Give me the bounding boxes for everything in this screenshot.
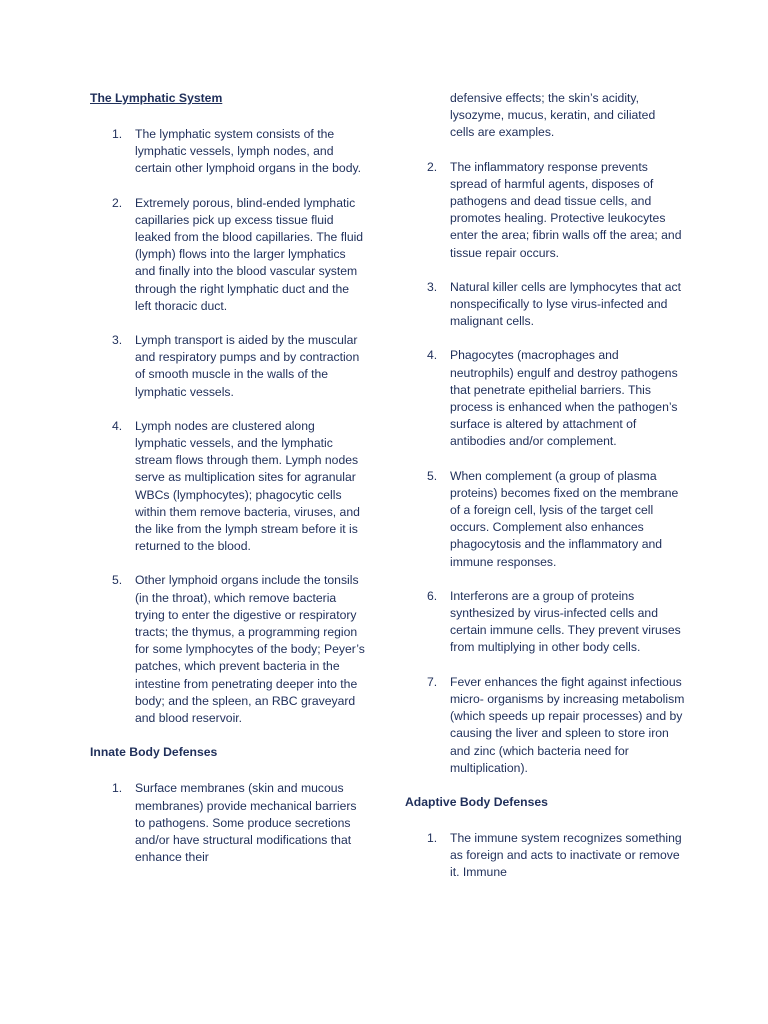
section-heading-innate-defenses: Innate Body Defenses bbox=[90, 745, 218, 760]
list-text: Other lymphoid organs include the tonsils (in the throat), which remove bacteria trying to enter the digestive or respiratory tracts; the thymus, a programming region for some lymphocytes of the body; Peyer’s patches, which prevent bacteria in the intestine from penetrating deeper into the body; and the spleen, an RBC graveyard and blood reservoir. bbox=[135, 573, 365, 726]
list-item bbox=[405, 674, 685, 777]
list-text: Lymph nodes are clustered along lymphatic vessels, and the lymphatic stream flows through them. Lymph nodes serve as multiplication sites for agranular WBCs (lymphocytes); phagocytic cells within them remove bacteria, viruses, and the like from the lymph stream before it is returned to the blood. bbox=[135, 418, 360, 554]
list-number: 5. bbox=[427, 468, 438, 483]
list-item bbox=[90, 195, 365, 315]
list-text: When complement (a group of plasma proteins) becomes fixed on the membrane of a foreign cell, lysis of the target cell occurs. Complement also enhances phagocytosis and the inflammatory and immune responses. bbox=[450, 468, 679, 569]
section-heading-adaptive-defenses: Adaptive Body Defenses bbox=[405, 794, 548, 809]
innate-list-right bbox=[405, 159, 695, 777]
list-number: 1. bbox=[112, 781, 123, 796]
list-item bbox=[90, 332, 365, 401]
list-text: Lymph transport is aided by the muscular and respiratory pumps and by contraction of smooth muscle in the walls of the lymphatic vessels. bbox=[135, 333, 360, 399]
list-item bbox=[405, 830, 685, 882]
list-item-continuation: defensive effects; the skin’s acidity, lysozyme, mucus, keratin, and ciliated cells are examples. bbox=[450, 91, 656, 140]
list-text: The lymphatic system consists of the lymphatic vessels, lymph nodes, and certain other lymphoid organs in the body. bbox=[135, 127, 362, 176]
list-text: Fever enhances the fight against infectious micro- organisms by increasing metabolism (which speeds up repair processes) and by causing the liver and spleen to store iron and zinc (which bacteria need for multiplication). bbox=[450, 674, 685, 775]
list-number: 5. bbox=[112, 573, 123, 588]
list-number: 7. bbox=[427, 674, 438, 689]
list-item bbox=[405, 159, 685, 262]
list-number: 4. bbox=[427, 348, 438, 363]
list-text: Extremely porous, blind-ended lymphatic capillaries pick up excess tissue fluid leaked from the blood capillaries. The fluid (lymph) flows into the larger lymphatics and finally into the blood vascular system through the right lymphatic duct and the left thoracic duct. bbox=[135, 195, 364, 313]
list-item bbox=[405, 588, 685, 657]
list-text: Phagocytes (macrophages and neutrophils) engulf and destroy pathogens that penetrate epithelial barriers. This process is enhanced when the pathogen’s surface is altered by attachment of antibodies and/or complement. bbox=[450, 348, 678, 449]
section-heading-lymphatic-system: The Lymphatic System bbox=[90, 91, 223, 105]
list-text: The immune system recognizes something as foreign and acts to inactivate or remove it. Immune bbox=[450, 830, 682, 880]
list-number: 3. bbox=[112, 333, 123, 348]
list-item bbox=[405, 468, 685, 571]
list-number: 1. bbox=[427, 830, 438, 845]
list-item bbox=[90, 418, 365, 556]
list-number: 1. bbox=[112, 127, 123, 141]
lymphatic-list bbox=[90, 126, 370, 727]
list-number: 6. bbox=[427, 588, 438, 603]
right-column bbox=[405, 90, 695, 882]
list-number: 2. bbox=[427, 159, 438, 174]
list-text: Surface membranes (skin and mucous membranes) provide mechanical barriers to pathogens. Some produce secretions and/or have structural modifications that enhance their bbox=[135, 781, 357, 865]
list-item bbox=[405, 347, 685, 450]
list-item bbox=[90, 126, 365, 178]
list-text: The inflammatory response prevents spread of harmful agents, disposes of pathogens and dead tissue cells, and promotes healing. Protective leukocytes enter the area; fibrin walls off the area; and tissue repair occurs. bbox=[450, 159, 682, 260]
list-item bbox=[405, 279, 685, 331]
list-number: 3. bbox=[427, 279, 438, 294]
list-text: Natural killer cells are lymphocytes that act nonspecifically to lyse virus-infected and malignant cells. bbox=[450, 279, 681, 329]
adaptive-list bbox=[405, 830, 695, 882]
list-number: 4. bbox=[112, 418, 123, 433]
list-item bbox=[90, 572, 365, 727]
list-item bbox=[90, 780, 365, 866]
left-column bbox=[90, 90, 370, 866]
list-text: Interferons are a group of proteins synthesized by virus-infected cells and certain immune cells. They prevent viruses from multiplying in other body cells. bbox=[450, 588, 681, 655]
innate-list-left bbox=[90, 780, 370, 866]
list-number: 2. bbox=[112, 195, 123, 210]
